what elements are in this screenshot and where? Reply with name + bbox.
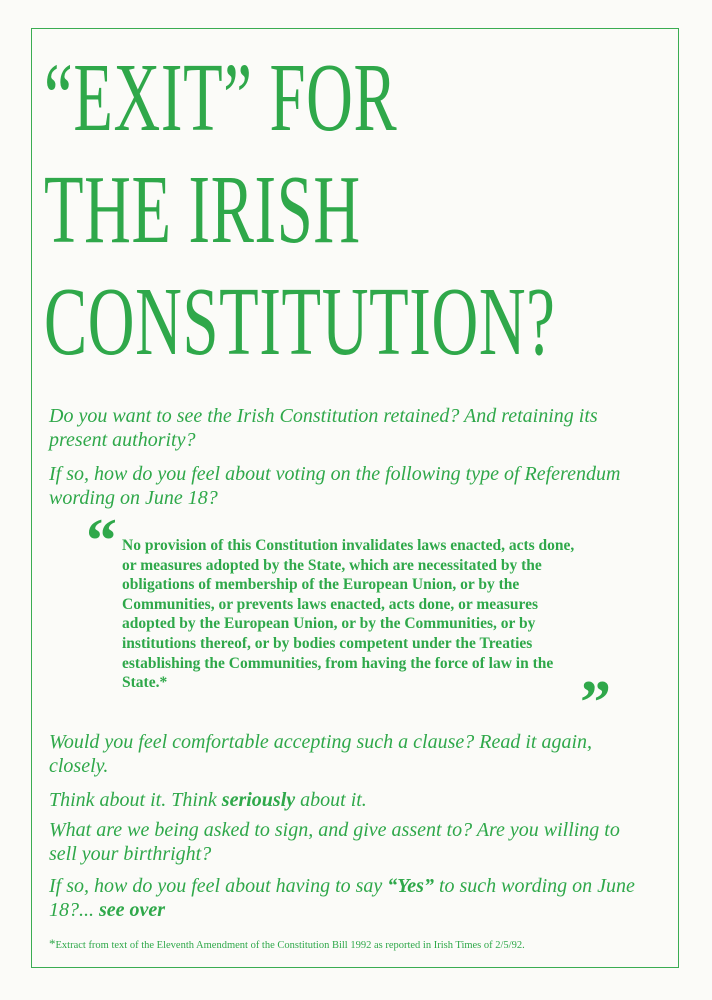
closing-paragraph-2-start: Think about it. Think: [49, 789, 222, 811]
referendum-wording-quote: No provision of this Constitution invalidates laws enacted, acts done, or measures adopted by the State, which are necessitated by the obligations of membership of the European Union, or by the Communities, or prevents laws enacted, acts done, or measures adopted by the European Union, or by the Communities, or by institutions thereof, or by bodies competent under the Treaties establishing the Communities, from having the force of law in the State.*: [122, 537, 575, 692]
closing-paragraph-4-start: If so, how do you feel about having to say: [49, 875, 388, 897]
closing-paragraph-2-end: about it.: [295, 789, 367, 811]
open-quote-mark: “: [86, 507, 117, 575]
headline: [44, 42, 664, 378]
footnote: [49, 937, 669, 952]
emphasis-yes: “Yes”: [387, 875, 434, 897]
closing-paragraph-4-middle: to such wording on June 18?...: [49, 875, 635, 921]
see-over-label: see over: [99, 899, 166, 921]
footnote-star: *: [49, 936, 56, 951]
closing-paragraph-4: [49, 874, 649, 922]
closing-paragraph-3: What are we being asked to sign, and give assent to? Are you willing to sell your birthright?: [49, 819, 620, 865]
emphasis-seriously: seriously: [221, 789, 296, 811]
headline-line-2: THE IRISH: [44, 156, 361, 264]
intro-question-2: If so, how do you feel about voting on the following type of Referendum wording on June 18?: [49, 463, 621, 509]
closing-paragraph-1: Would you feel comfortable accepting such a clause? Read it again, closely.: [49, 731, 593, 777]
headline-line-3: CONSTITUTION?: [44, 268, 556, 376]
close-quote-mark: ”: [580, 669, 611, 737]
headline-line-1: “EXIT” FOR: [44, 44, 398, 152]
footnote-text: Extract from text of the Eleventh Amendment of the Constitution Bill 1992 as reported in Irish Times of 2/5/92.: [55, 940, 525, 951]
closing-paragraph-2: [49, 788, 649, 812]
intro-question-1: Do you want to see the Irish Constitution retained? And retaining its present authority?: [49, 405, 598, 451]
